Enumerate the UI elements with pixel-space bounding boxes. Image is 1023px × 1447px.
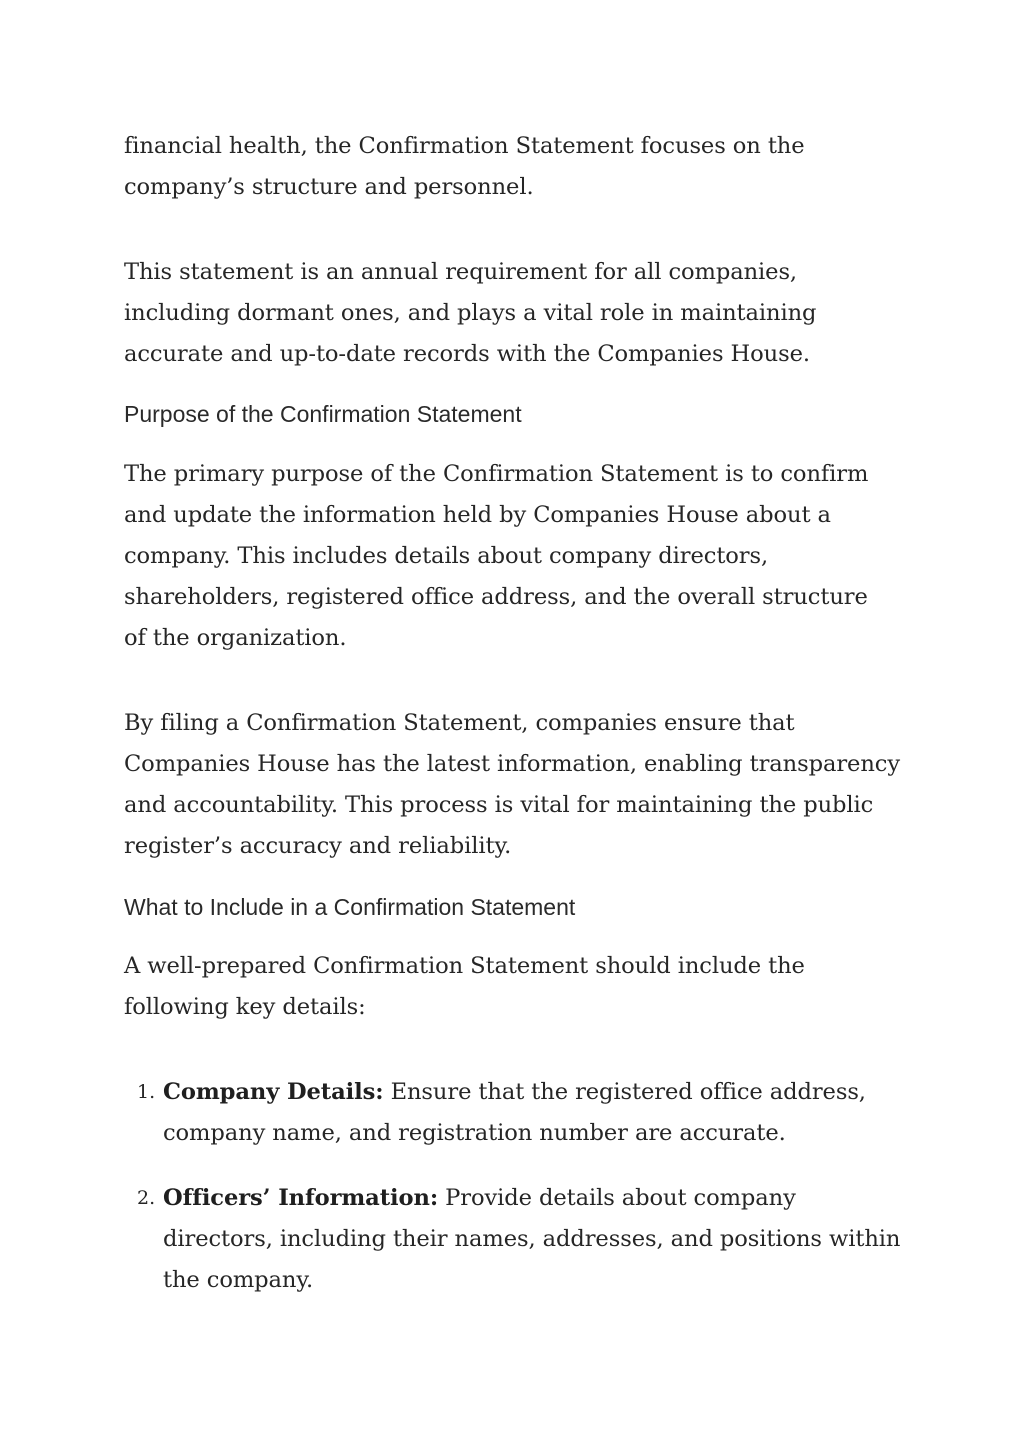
list-item-description: Provide details about company directors, including their names, addresses, and positions within the company.	[163, 1185, 901, 1293]
list-item-term: Company Details:	[163, 1079, 384, 1105]
paragraph-intro-continued: financial health, the Confirmation Statement focuses on the company’s structure and personnel.	[124, 133, 805, 200]
document-page	[124, 126, 904, 1301]
heading-purpose: Purpose of the Confirmation Statement	[124, 401, 522, 427]
paragraph-primary-purpose: The primary purpose of the Confirmation Statement is to confirm and update the information held by Companies House about a company. This includes details about company directors, shareholders, registered office address, and the overall structure of the organization.	[124, 461, 869, 651]
list-item-description: Ensure that the registered office address, company name, and registration number are accurate.	[163, 1079, 866, 1146]
paragraph-filing-benefits: By filing a Confirmation Statement, companies ensure that Companies House has the latest information, enabling transparency and accountability. This process is vital for maintaining the public register’s accuracy and reliability.	[124, 710, 900, 859]
list-item-number: 2.	[137, 1187, 156, 1209]
list-item-number: 1.	[137, 1081, 156, 1103]
key-details-list	[124, 1072, 904, 1301]
heading-what-to-include: What to Include in a Confirmation Statement	[124, 894, 576, 920]
list-item-text	[163, 1178, 904, 1301]
list-item	[124, 1072, 904, 1154]
paragraph-annual-requirement: This statement is an annual requirement for all companies, including dormant ones, and plays a vital role in maintaining accurate and up-to-date records with the Companies House.	[124, 259, 817, 367]
list-item-text	[163, 1072, 904, 1154]
list-item	[124, 1178, 904, 1301]
paragraph-key-details-intro: A well-prepared Confirmation Statement should include the following key details:	[124, 953, 805, 1020]
list-item-term: Officers’ Information:	[163, 1185, 439, 1211]
